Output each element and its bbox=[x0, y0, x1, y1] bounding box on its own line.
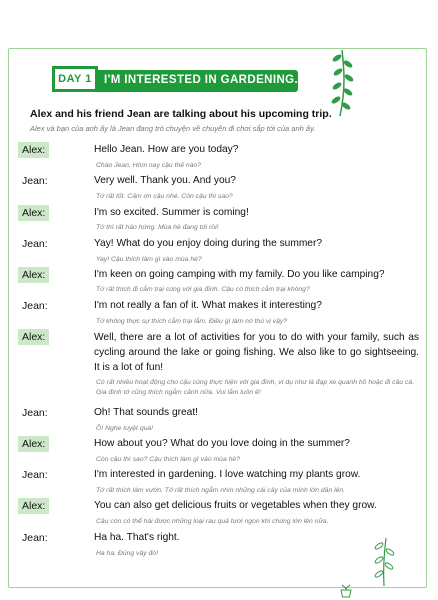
dialogue-speaker: Alex: bbox=[18, 329, 49, 345]
dialogue-line-english: I'm so excited. Summer is coming! bbox=[94, 207, 249, 218]
dialogue-speaker: Jean: bbox=[22, 532, 48, 544]
dialogue-speaker: Alex: bbox=[18, 498, 49, 514]
dialogue-line-vietnamese: Ha ha. Đúng vậy đó! bbox=[96, 550, 158, 557]
dialogue-speaker: Alex: bbox=[18, 205, 49, 221]
dialogue-speaker: Jean: bbox=[22, 175, 48, 187]
dialogue-line-english: Oh! That sounds great! bbox=[94, 407, 199, 418]
dialogue-line-english: Well, there are a lot of activities for you to do with your family, such as cycling around the lake or going fishing. We also like to go sightseeing. It is a lot of fun! bbox=[94, 332, 419, 373]
dialogue-line-vietnamese: Còn cậu thì sao? Cậu thích làm gì vào mùa hè? bbox=[96, 456, 240, 463]
intro-english: Alex and his friend Jean are talking about his upcoming trip. bbox=[30, 108, 332, 120]
dialogue-speaker: Jean: bbox=[22, 238, 48, 250]
dialogue-line-vietnamese: Tớ rất tốt. Cảm ơn cậu nhé. Còn cậu thì sao? bbox=[96, 193, 233, 200]
dialogue-line-vietnamese: Tớ rất thích đi cắm trại cùng với gia đình. Cậu có thích cắm trại không? bbox=[96, 286, 310, 293]
dialogue-line-english: I'm keen on going camping with my family. Do you like camping? bbox=[94, 269, 385, 280]
dialogue-speaker: Alex: bbox=[18, 142, 49, 158]
dialogue-speaker: Alex: bbox=[18, 267, 49, 283]
dialogue-line-english: Yay! What do you enjoy doing during the summer? bbox=[94, 238, 323, 249]
dialogue-line-vietnamese: Tớ rất thích làm vườn. Tớ rất thích ngắm nhìn những cái cây của mình lớn dần lên. bbox=[96, 487, 346, 494]
lesson-title: I'M INTERESTED IN GARDENING. bbox=[104, 74, 299, 86]
dialogue-speaker: Alex: bbox=[18, 436, 49, 452]
dialogue-speaker: Jean: bbox=[22, 407, 48, 419]
dialogue-line-english: Very well. Thank you. And you? bbox=[94, 175, 236, 186]
dialogue-line-vietnamese: Yay! Cậu thích làm gì vào mùa hè? bbox=[96, 256, 202, 263]
dialogue-line-english: How about you? What do you love doing in the summer? bbox=[94, 438, 350, 449]
dialogue-line-english: Hello Jean. How are you today? bbox=[94, 144, 239, 155]
dialogue-line-vietnamese: Có rất nhiều hoạt động cho cậu cùng thực hiện với gia đình, ví dụ như là đạp xe quanh hồ hoặc đi câu cá. Gia đình tớ cũng thích ngắm cảnh nữa. Vui lắm luôn ế! bbox=[96, 379, 415, 396]
plant-pot-icon bbox=[338, 584, 354, 598]
dialogue-line-vietnamese: Ồ! Nghe tuyệt quá! bbox=[96, 425, 154, 432]
dialogue-line-english: You can also get delicious fruits or vegetables when they grow. bbox=[94, 500, 377, 511]
intro-vietnamese: Alex và bạn của anh ấy là Jean đang trò chuyện về chuyến đi chơi sắp tới của anh ấy. bbox=[30, 124, 316, 133]
day-badge: DAY 1 bbox=[52, 66, 98, 92]
dialogue-line-english: I'm not really a fan of it. What makes it interesting? bbox=[94, 300, 322, 311]
dialogue-line-english: I'm interested in gardening. I love watching my plants grow. bbox=[94, 469, 361, 480]
dialogue-line-vietnamese: Cậu còn có thể hái được những loại rau quả tươi ngon khi chúng lớn lên nữa. bbox=[96, 518, 329, 525]
dialogue-line-vietnamese: Tớ không thực sự thích cắm trại lắm. Điều gì làm nó thú vị vậy? bbox=[96, 318, 288, 325]
dialogue-line-vietnamese: Chào Jean. Hôm nay cậu thế nào? bbox=[96, 162, 202, 169]
dialogue-speaker: Jean: bbox=[22, 469, 48, 481]
dialogue-line-english: Ha ha. That's right. bbox=[94, 532, 180, 543]
dialogue-speaker: Jean: bbox=[22, 300, 48, 312]
dialogue-line-vietnamese: Tớ thì rất háo hứng. Mùa hè đang tới rồi! bbox=[96, 224, 219, 231]
